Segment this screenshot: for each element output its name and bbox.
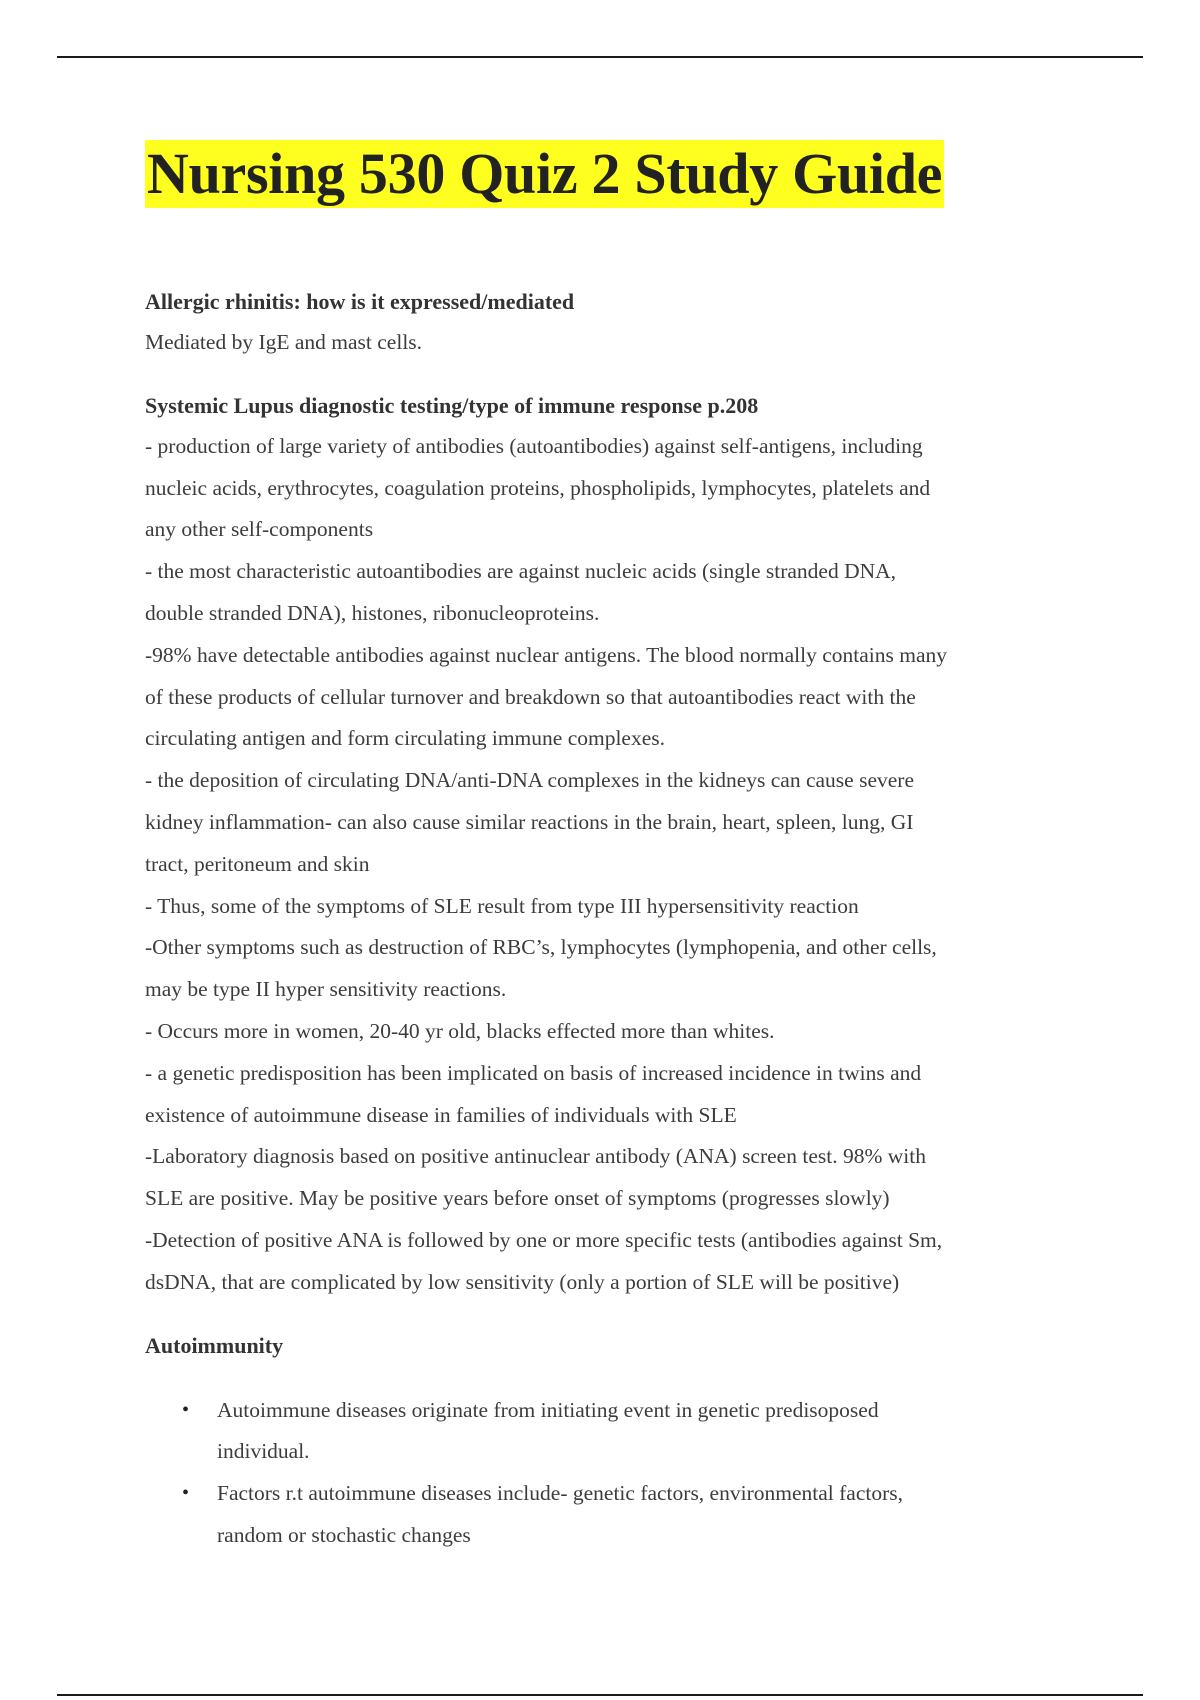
paragraph-line: any other self-components [145, 517, 374, 542]
section-heading: Systemic Lupus diagnostic testing/type of immune response p.208 [145, 392, 759, 418]
section-heading: Allergic rhinitis: how is it expressed/mediated [145, 289, 575, 314]
paragraph-line: of these products of cellular turnover and breakdown so that autoantibodies react with the [145, 684, 916, 709]
bottom-rule [57, 1694, 1143, 1696]
section-systemic-lupus [145, 386, 1075, 1304]
document-body [145, 140, 1075, 1557]
list-item [145, 1390, 1075, 1474]
section-autoimmunity [145, 1326, 1075, 1557]
paragraph-line: dsDNA, that are complicated by low sensitivity (only a portion of SLE will be positive) [145, 1269, 900, 1294]
document-title: Nursing 530 Quiz 2 Study Guide [147, 141, 943, 206]
paragraph-line: Mediated by IgE and mast cells. [145, 330, 423, 354]
paragraph-line: kidney inflammation- can also cause similar reactions in the brain, heart, spleen, lung, GI [145, 809, 914, 834]
paragraph-line: Autoimmune diseases originate from initiating event in genetic predisoposed [217, 1397, 879, 1422]
paragraph-line: existence of autoimmune disease in families of individuals with SLE [145, 1102, 737, 1127]
paragraph-line: Factors r.t autoimmune diseases include- genetic factors, environmental factors, [217, 1481, 903, 1506]
paragraph-line: random or stochastic changes [217, 1522, 471, 1547]
paragraph-line: -Laboratory diagnosis based on positive antinuclear antibody (ANA) screen test. 98% with [145, 1144, 926, 1169]
paragraph-line: - a genetic predisposition has been implicated on basis of increased incidence in twins and [145, 1060, 922, 1085]
paragraph-line: individual. [217, 1439, 310, 1464]
paragraph-line: - the most characteristic autoantibodies are against nucleic acids (single stranded DNA, [145, 559, 897, 584]
section-heading: Autoimmunity [145, 1332, 284, 1358]
top-rule [57, 56, 1143, 58]
paragraph-line: -98% have detectable antibodies against nuclear antigens. The blood normally contains many [145, 642, 948, 667]
paragraph-line: nucleic acids, erythrocytes, coagulation proteins, phospholipids, lymphocytes, platelets and [145, 475, 931, 500]
paragraph-line: SLE are positive. May be positive years before onset of symptoms (progresses slowly) [145, 1186, 890, 1211]
bullet-icon: • [182, 1398, 190, 1421]
bullet-list [145, 1390, 1075, 1557]
paragraph-line: - Occurs more in women, 20-40 yr old, blacks effected more than whites. [145, 1018, 775, 1043]
paragraph-line: - Thus, some of the symptoms of SLE result from type III hypersensitivity reaction [145, 893, 859, 918]
paragraph-line: circulating antigen and form circulating immune complexes. [145, 726, 666, 751]
paragraph-line: double stranded DNA), histones, ribonucleoproteins. [145, 600, 600, 625]
paragraph-line: -Other symptoms such as destruction of RBC’s, lymphocytes (lymphopenia, and other cells, [145, 935, 937, 960]
list-item [145, 1473, 1075, 1557]
paragraph-line: - production of large variety of antibodies (autoantibodies) against self-antigens, including [145, 433, 923, 458]
section-allergic-rhinitis [145, 282, 1075, 364]
paragraph-line: - the deposition of circulating DNA/anti-DNA complexes in the kidneys can cause severe [145, 768, 914, 793]
bullet-icon: • [182, 1482, 190, 1505]
paragraph-line: tract, peritoneum and skin [145, 851, 370, 876]
paragraph-line: -Detection of positive ANA is followed by one or more specific tests (antibodies against Sm, [145, 1227, 943, 1252]
paragraph-line: may be type II hyper sensitivity reactions. [145, 977, 507, 1002]
